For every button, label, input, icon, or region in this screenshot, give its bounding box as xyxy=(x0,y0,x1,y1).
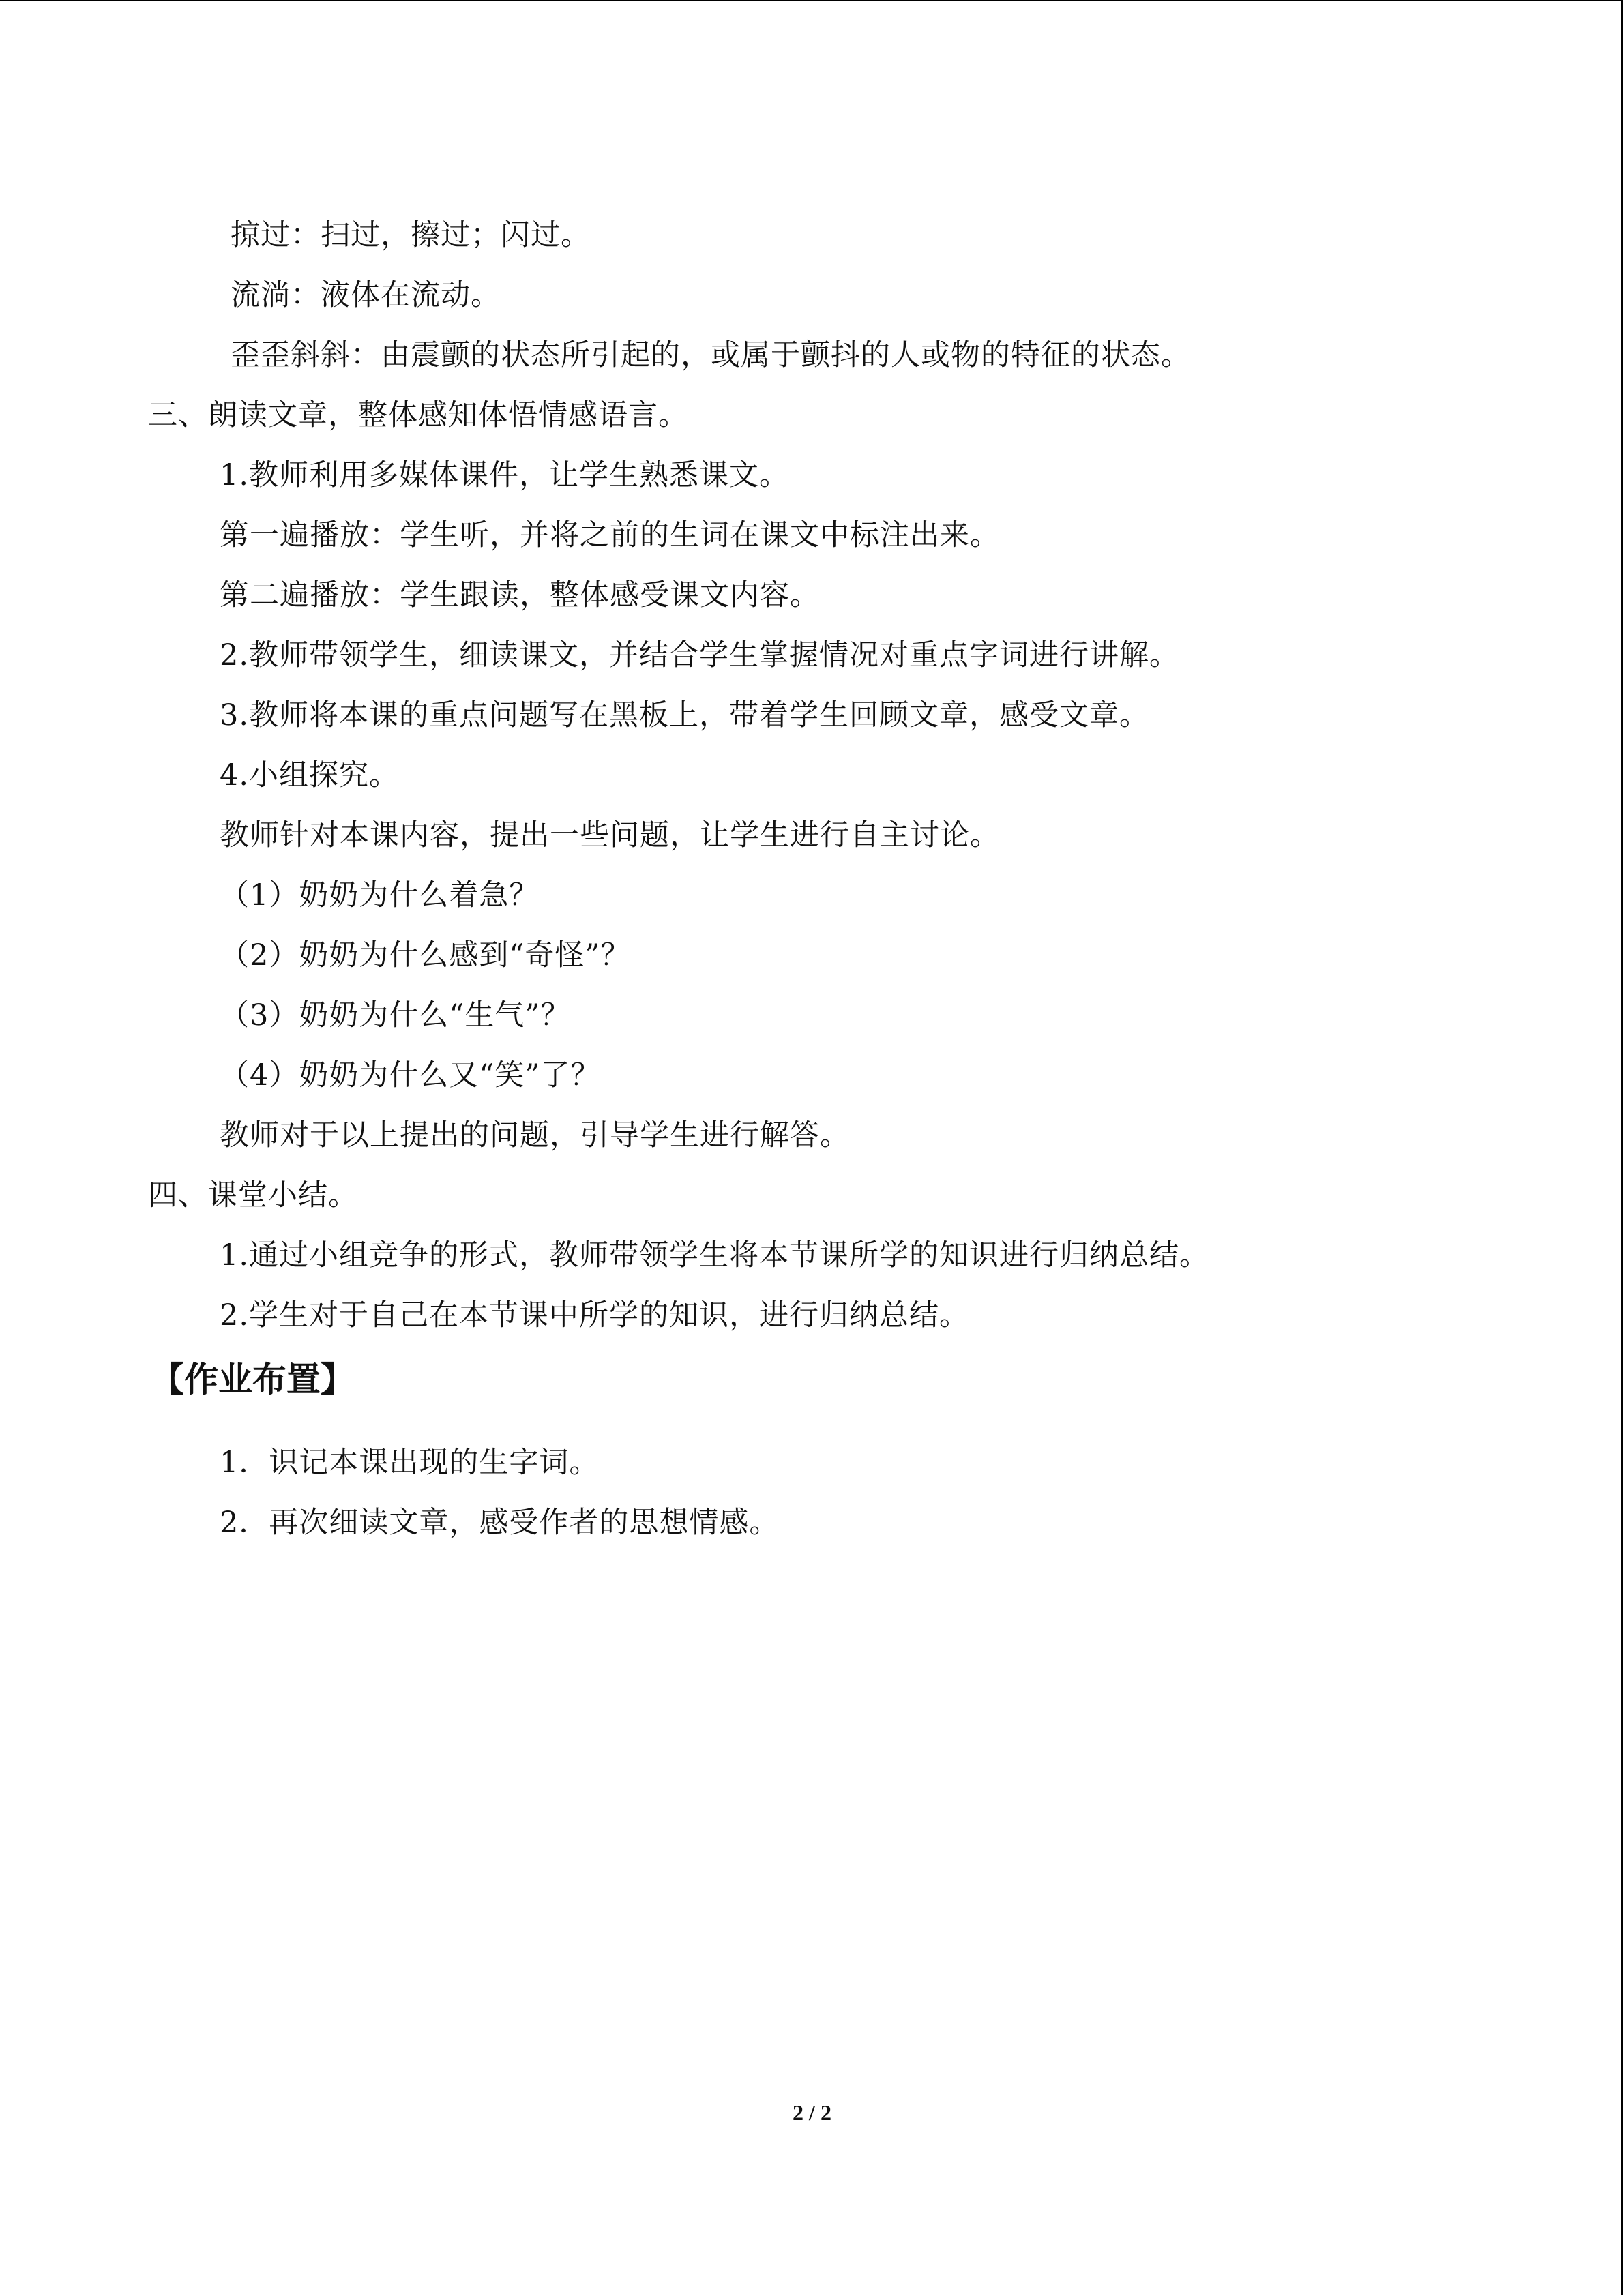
section-3-item-1: 1.教师利用多媒体课件，让学生熟悉课文。 xyxy=(220,458,790,492)
question-3: （3）奶奶为什么“生气”？ xyxy=(220,998,571,1032)
section-3-play-1: 第一遍播放：学生听，并将之前的生词在课文中标注出来。 xyxy=(220,518,1000,552)
glossary-liutang: 流淌：液体在流动。 xyxy=(231,278,501,312)
homework-item-2: 2．再次细读文章，感受作者的思想情感。 xyxy=(220,1506,780,1540)
question-2: （2）奶奶为什么感到“奇怪”？ xyxy=(220,938,631,972)
homework-heading: 【作业布置】 xyxy=(150,1360,355,1399)
section-4-item-2: 2.学生对于自己在本节课中所学的知识，进行归纳总结。 xyxy=(220,1298,970,1332)
section-3-guide: 教师对于以上提出的问题，引导学生进行解答。 xyxy=(220,1118,850,1152)
question-1: （1）奶奶为什么着急？ xyxy=(220,878,540,912)
section-4-title: 四、课堂小结。 xyxy=(148,1178,358,1212)
glossary-lueguo: 掠过：扫过，擦过；闪过。 xyxy=(231,218,591,252)
question-4: （4）奶奶为什么又“笑”了？ xyxy=(220,1058,601,1092)
section-3-discussion-intro: 教师针对本课内容，提出一些问题，让学生进行自主讨论。 xyxy=(220,818,1000,852)
section-3-item-4: 4.小组探究。 xyxy=(220,758,400,792)
section-3-item-3: 3.教师将本课的重点问题写在黑板上，带着学生回顾文章，感受文章。 xyxy=(220,698,1150,732)
section-3-play-2: 第二遍播放：学生跟读，整体感受课文内容。 xyxy=(220,578,820,612)
section-3-title: 三、朗读文章，整体感知体悟情感语言。 xyxy=(148,398,688,432)
glossary-waiwai: 歪歪斜斜：由震颤的状态所引起的，或属于颤抖的人或物的特征的状态。 xyxy=(231,338,1191,372)
section-4-item-1: 1.通过小组竞争的形式，教师带领学生将本节课所学的知识进行归纳总结。 xyxy=(220,1238,1210,1272)
page-number: 2 / 2 xyxy=(793,2100,831,2125)
section-3-item-2: 2.教师带领学生，细读课文，并结合学生掌握情况对重点字词进行讲解。 xyxy=(220,638,1180,672)
homework-item-1: 1．识记本课出现的生字词。 xyxy=(220,1446,600,1480)
